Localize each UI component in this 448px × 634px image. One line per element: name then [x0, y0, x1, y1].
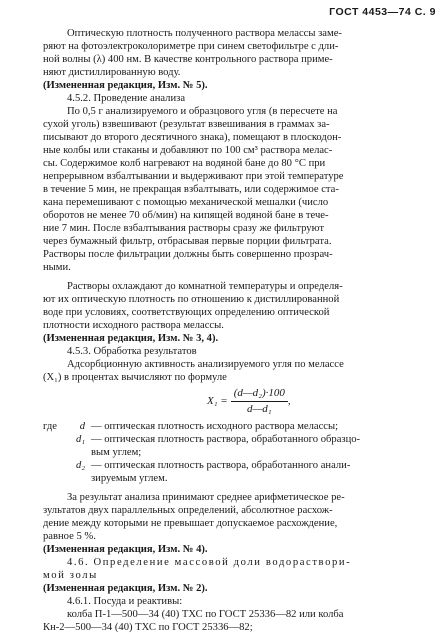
definition-prefix: где	[43, 421, 57, 432]
text-line: За результат анализа принимают среднее арифметическое ре-	[67, 492, 345, 503]
definition-symbol	[63, 472, 91, 485]
text-line: Кн-2—500—34 (40) ТХС по ГОСТ 25336—82;	[43, 622, 253, 633]
formula-numerator: (d—d₂)·100	[231, 387, 288, 402]
text-line: воде при условиях, соответствующих определению оптической	[43, 307, 330, 318]
text-line: (Измененная редакция, Изм. № 3, 4).	[43, 333, 219, 344]
text-line: ные колбы или стаканы и добавляют по 100 см³ раствора мелас-	[43, 145, 333, 156]
text-line: 4.6. Определение массовой доли водораствори-	[67, 557, 352, 568]
text-line: непрерывном взбалтывании и выдерживают при этой температуре	[43, 171, 344, 182]
text-line: 4.5.3. Обработка результатов	[67, 346, 197, 357]
definition-text: вым углем;	[91, 447, 142, 458]
text-line: (Измененная редакция, Изм. № 4).	[43, 544, 208, 555]
definition-text: — оптическая плотность исходного раствора мелассы;	[91, 421, 339, 432]
page-header: ГОСТ 4453—74 С. 9	[329, 6, 436, 18]
text-line: ными.	[43, 262, 71, 273]
definition-prefix	[43, 446, 63, 459]
text-line: (Измененная редакция, Изм. № 5).	[43, 80, 208, 91]
text-line: няют дистиллированную воду.	[43, 67, 181, 78]
text-line: (Измененная редакция, Изм. № 2).	[43, 583, 208, 594]
text-line: оборотов не менее 70 об/мин) на кипящей водяной бане в тече-	[43, 210, 329, 221]
text-line: колба П-1—500—34 (40) ТХС по ГОСТ 25336—82 или колба	[67, 609, 344, 620]
text-line: По 0,5 г анализируемого и образцового угля (в пересчете на	[67, 106, 338, 117]
formula-tail: ,	[287, 395, 291, 407]
text-line: Растворы охлаждают до комнатной температуры и определя-	[67, 281, 343, 292]
text-line: сухой уголь) взвешивают (результат взвешивания в граммах за-	[43, 119, 330, 130]
formula	[43, 387, 423, 416]
document-body	[43, 27, 423, 634]
text-line: 4.5.2. Проведение анализа	[67, 93, 186, 104]
text-line: сы. Содержимое колб нагревают на водяной бане до 80 °С при	[43, 158, 326, 169]
definition-text: зируемым углем.	[91, 473, 168, 484]
text-line: равное 5 %.	[43, 531, 96, 542]
definition-text: — оптическая плотность раствора, обработанного образцо-	[91, 434, 361, 445]
text-line: мой золы	[43, 570, 98, 581]
text-line: писывают до второго десятичного знака), помещают в плоскодон-	[43, 132, 342, 143]
formula-denominator: d—d₁	[247, 403, 272, 415]
text-line: Адсорбционную активность анализируемого угля по мелассе	[67, 359, 344, 370]
text-line: Оптическую плотность полученного раствора мелассы заме-	[67, 28, 342, 39]
text-line: Растворы после фильтрации должны быть совершенно прозрач-	[43, 249, 333, 260]
text-block-2	[43, 485, 423, 634]
definition-text: — оптическая плотность раствора, обработанного анали-	[91, 460, 351, 471]
text-line: зультатов двух параллельных определений, абсолютное расхож-	[43, 505, 333, 516]
definition-prefix	[43, 459, 63, 472]
text-line: через бумажный фильтр, отбрасывая первые порции фильтрата.	[43, 236, 332, 247]
formula-lhs: X₁ =	[207, 395, 228, 407]
definition-symbol: d	[79, 421, 85, 432]
text-line: ной волны (λ) 400 нм. В качестве контрольного раствора приме-	[43, 54, 333, 65]
text-line: ряют на фотоэлектроколориметре при синем светофильтре с дли-	[43, 41, 339, 52]
definition-prefix	[43, 472, 63, 485]
text-line: в течение 5 мин, не прекращая взбалтывать, или содержимое ста-	[43, 184, 339, 195]
definition-symbol	[63, 446, 91, 459]
text-line: дение между которыми не превышает допускаемое расхождение,	[43, 518, 338, 529]
text-line: (X₁) в процентах вычисляют по формуле	[43, 372, 227, 383]
definition-symbol: d₁	[76, 434, 85, 445]
text-line: ют их оптическую плотность по отношению к дистиллированной	[43, 294, 340, 305]
text-block-1	[43, 27, 423, 384]
definition-prefix	[43, 433, 63, 446]
text-line: плотности исходного раствора мелассы.	[43, 320, 224, 331]
definition-symbol: d₂	[76, 460, 85, 471]
formula-fraction	[231, 387, 288, 416]
text-line: 4.6.1. Посуда и реактивы:	[67, 596, 183, 607]
variable-definitions	[43, 420, 423, 485]
text-line: ние 7 мин. После взбалтывания растворы сразу же фильтруют	[43, 223, 324, 234]
text-line: кана перемешивают с помощью механической мешалки (число	[43, 197, 329, 208]
